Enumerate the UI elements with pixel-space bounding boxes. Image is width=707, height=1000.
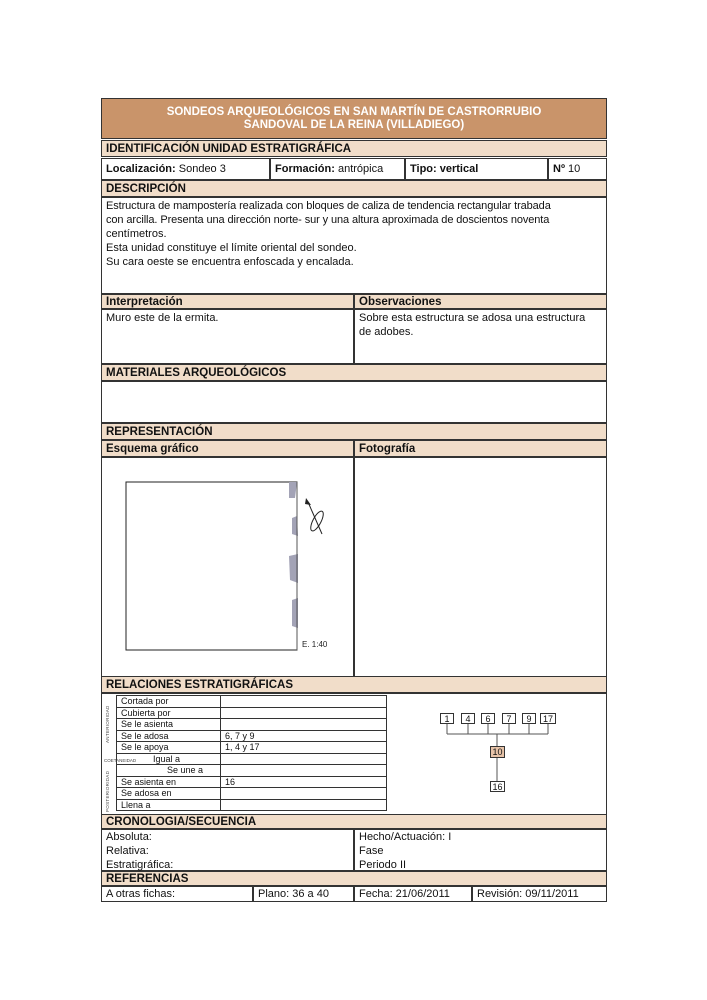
rel-label: Cortada por — [117, 696, 221, 708]
esquema-panel — [101, 457, 354, 677]
rel-row — [117, 753, 387, 765]
rel-value — [221, 799, 387, 811]
matrix-node: 16 — [490, 781, 505, 792]
descripcion-heading: DESCRIPCIÓN — [101, 180, 607, 197]
identificacion-heading: IDENTIFICACIÓN UNIDAD ESTRATIGRÁFICA — [101, 140, 607, 157]
tipo-label: Tipo: — [410, 163, 437, 175]
group-label-coetaneidad: COETANEIDAD — [104, 758, 137, 763]
rel-row — [117, 742, 387, 754]
rel-label: Se asienta en — [117, 776, 221, 788]
cronologia-periodo: Periodo II — [359, 859, 407, 871]
rel-row — [117, 776, 387, 788]
numero-cell — [548, 158, 607, 180]
cronologia-left — [101, 829, 354, 871]
esquema-heading: Esquema gráfico — [101, 440, 354, 457]
interpretacion-heading: Interpretación — [101, 294, 354, 309]
formacion-value: antrópica — [337, 163, 384, 175]
group-label-posterioridad: POSTERIORIDAD — [105, 770, 110, 812]
matrix-node: 1 — [440, 713, 454, 724]
rel-value — [221, 788, 387, 800]
ref-revision: Revisión: 09/11/2011 — [472, 886, 607, 902]
matrix-node: 9 — [522, 713, 536, 724]
formacion-label: Formación: — [275, 163, 335, 175]
tipo-cell — [405, 158, 548, 180]
numero-value: 10 — [568, 163, 581, 175]
observaciones-line-2: de adobes. — [359, 326, 414, 338]
descripcion-line-4: Esta unidad constituye el límite oriental del sondeo. — [106, 242, 357, 254]
rel-label: Llena a — [117, 799, 221, 811]
sheet-title — [101, 98, 607, 139]
cronologia-relativa: Relativa: — [106, 845, 149, 857]
tipo-value: vertical — [439, 163, 479, 175]
matrix-node: 4 — [461, 713, 475, 724]
materiales-heading: MATERIALES ARQUEOLÓGICOS — [101, 364, 607, 381]
rel-value — [221, 707, 387, 719]
matrix-node: 6 — [481, 713, 495, 724]
localizacion-label: Localización: — [106, 163, 176, 175]
rel-label: Se une a — [117, 765, 221, 777]
referencias-heading: REFERENCIAS — [101, 871, 607, 886]
rel-label: Se le asienta — [117, 719, 221, 731]
observaciones-line-1: Sobre esta estructura se adosa una estructura — [359, 312, 586, 324]
descripcion-line-5: Su cara oeste se encuentra enfoscada y encalada. — [106, 256, 354, 268]
localizacion-value: Sondeo 3 — [178, 163, 226, 175]
rel-value — [221, 719, 387, 731]
rel-label: Se adosa en — [117, 788, 221, 800]
cronologia-fase: Fase — [359, 845, 384, 857]
relaciones-heading: RELACIONES ESTRATIGRÁFICAS — [101, 676, 607, 693]
formacion-cell — [270, 158, 405, 180]
title-line-2: SANDOVAL DE LA REINA (VILLADIEGO) — [243, 119, 465, 131]
descripcion-line-3: centímetros. — [106, 228, 167, 240]
group-label-anterioridad: ANTERIORIDAD — [105, 705, 110, 743]
materiales-body — [101, 381, 607, 423]
fotografia-heading: Fotografía — [354, 440, 607, 457]
representacion-heading: REPRESENTACIÓN — [101, 423, 607, 440]
cronologia-estratigrafica: Estratigráfica: — [106, 859, 174, 871]
observaciones-heading: Observaciones — [354, 294, 607, 309]
rel-value — [221, 696, 387, 708]
rel-row — [117, 799, 387, 811]
rel-label: Igual a — [117, 753, 221, 765]
matrix-node-current: 10 — [490, 746, 505, 758]
cronologia-hecho: Hecho/Actuación: I — [359, 831, 452, 843]
fotografia-panel — [354, 457, 607, 677]
title-line-1: SONDEOS ARQUEOLÓGICOS EN SAN MARTÍN DE CASTRORRUBIO — [166, 106, 542, 118]
scale-label: E. 1:40 — [302, 640, 328, 649]
rel-value — [221, 753, 387, 765]
rel-row — [117, 788, 387, 800]
rel-label: Se le apoya — [117, 742, 221, 754]
localizacion-cell — [101, 158, 270, 180]
ref-otras-fichas: A otras fichas: — [101, 886, 253, 902]
rel-row — [117, 730, 387, 742]
rel-value: 1, 4 y 17 — [221, 742, 387, 754]
matrix-node: 17 — [540, 713, 556, 724]
interpretacion-body — [101, 309, 354, 364]
rel-label: Se le adosa — [117, 730, 221, 742]
rel-row — [117, 765, 387, 777]
rel-row — [117, 707, 387, 719]
interpretacion-text: Muro este de la ermita. — [106, 312, 219, 324]
observaciones-body — [354, 309, 607, 364]
cronologia-heading: CRONOLOGIA/SECUENCIA — [101, 814, 607, 829]
matrix-node: 7 — [502, 713, 516, 724]
rel-value: 16 — [221, 776, 387, 788]
descripcion-body — [101, 197, 607, 294]
ref-plano: Plano: 36 a 40 — [253, 886, 354, 902]
descripcion-line-1: Estructura de mampostería realizada con bloques de caliza de tendencia rectangular trabada — [106, 200, 551, 212]
numero-label: Nº — [553, 163, 565, 175]
rel-value — [221, 765, 387, 777]
relaciones-table — [116, 695, 387, 811]
descripcion-line-2: con arcilla. Presenta una dirección norte- sur y una altura aproximada de doscientos noventa — [106, 214, 550, 226]
cronologia-right — [354, 829, 607, 871]
ref-fecha: Fecha: 21/06/2011 — [354, 886, 472, 902]
rel-label: Cubierta por — [117, 707, 221, 719]
rel-value: 6, 7 y 9 — [221, 730, 387, 742]
section-sketch — [102, 458, 353, 676]
rel-row — [117, 719, 387, 731]
cronologia-absoluta: Absoluta: — [106, 831, 152, 843]
rel-row — [117, 696, 387, 708]
north-arrow-icon — [305, 498, 326, 534]
